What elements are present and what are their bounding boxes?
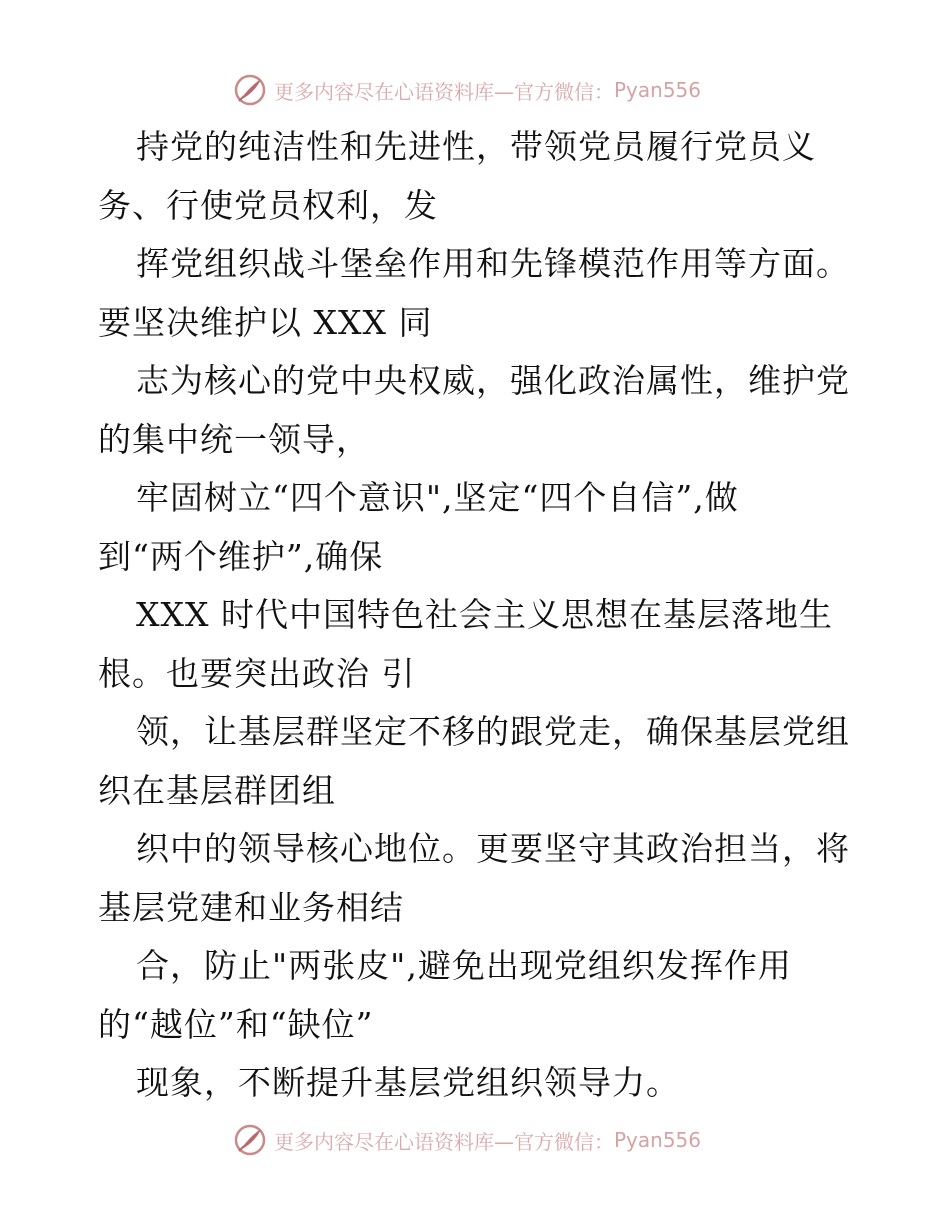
text-line: 务、行使党员权利，发 — [98, 185, 438, 225]
text-line: 的“越位”和“缺位” — [98, 1004, 374, 1044]
wechat-id: Pyan556 — [614, 78, 702, 102]
text-line: 织中的领导核心地位。更要坚守其政治担当，将 — [136, 829, 850, 868]
header-watermark-banner — [232, 70, 752, 110]
text-line: 要坚决维护以 XXX 同 — [98, 302, 433, 342]
text-line: 挥党组织战斗堡垒作用和先锋模范作用等方面。 — [136, 244, 850, 283]
document-body — [98, 118, 868, 1113]
text-line: XXX 时代中国特色社会主义思想在基层落地生 — [136, 595, 833, 634]
text-line: 志为核心的党中央权威，强化政治属性，维护党 — [136, 361, 850, 400]
watermark-text: 更多内容尽在心语资料库—官方微信： — [274, 79, 614, 104]
text-line: 根。也要突出政治 引 — [98, 653, 416, 693]
footer-watermark-banner — [232, 1120, 752, 1160]
wechat-id: Pyan556 — [614, 1128, 702, 1152]
text-line: 合，防止"两张皮",避免出现党组织发挥作用 — [136, 946, 792, 985]
watermark-text: 更多内容尽在心语资料库—官方微信： — [274, 1129, 614, 1154]
feather-pen-logo-icon — [232, 1122, 268, 1158]
text-line: 现象，不断提升基层党组织领导力。 — [136, 1063, 680, 1102]
text-line: 的集中统一领导， — [98, 419, 370, 459]
text-line: 基层党建和业务相结 — [98, 887, 404, 927]
text-line: 持党的纯洁性和先进性，带领党员履行党员义 — [136, 127, 816, 166]
text-line: 织在基层群团组 — [98, 770, 336, 810]
text-line: 牢固树立“四个意识",坚定“四个自信”,做 — [136, 478, 739, 517]
text-line: 领，让基层群坚定不移的跟党走，确保基层党组 — [136, 712, 850, 751]
text-line: 到“两个维护”,确保 — [98, 536, 384, 576]
feather-pen-logo-icon — [232, 72, 268, 108]
